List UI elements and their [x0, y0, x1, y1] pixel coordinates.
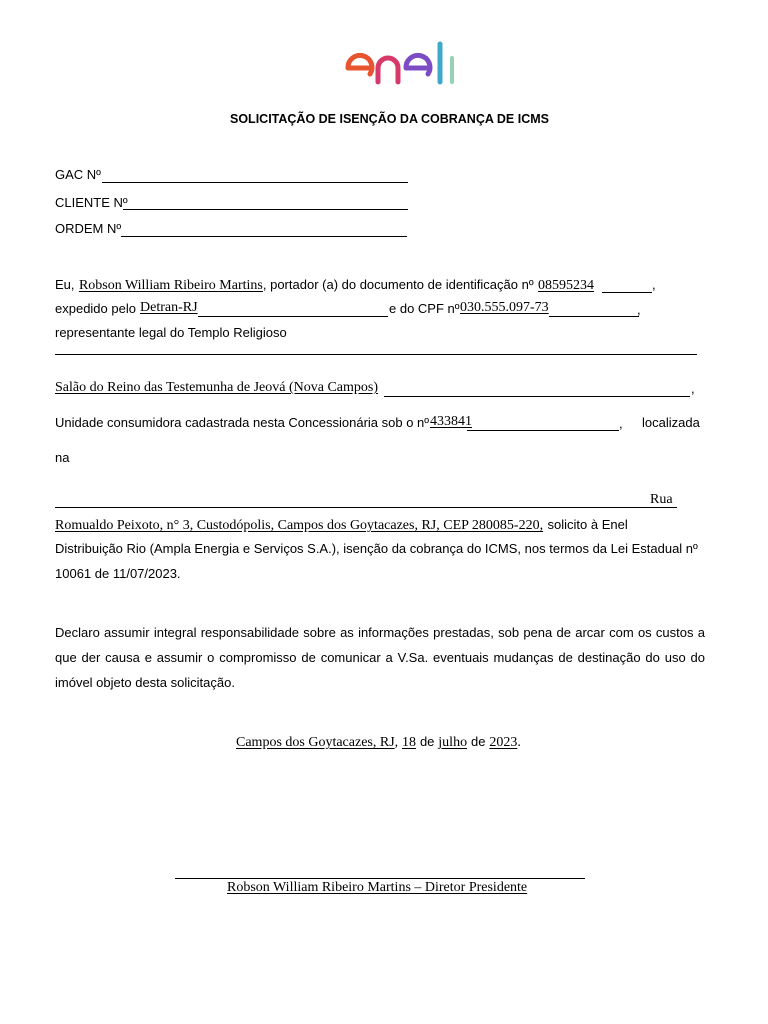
de-1: de [419, 734, 435, 749]
comma-1: , [652, 277, 656, 292]
comma-4: , [619, 416, 623, 431]
signature-line [175, 878, 585, 879]
document-number: 08595234 [538, 278, 595, 293]
solicito-text: solicito à Enel [547, 517, 628, 532]
place-date [236, 733, 521, 751]
na-text: na [55, 450, 70, 465]
de-2: de [470, 734, 486, 749]
declaration-line-1 [55, 276, 594, 294]
uc-line [467, 430, 619, 431]
unidade-text: Unidade consumidora cadastrada nesta Concessionária sob o nº [55, 415, 430, 430]
comma-3: , [691, 381, 695, 396]
distribuicao-text: Distribuição Rio (Ampla Energia e Serviços S.A.), isenção da cobrança do ICMS, nos termos da Lei Estadual nº [55, 541, 698, 556]
ordem-line [121, 236, 407, 237]
uc-number: 433841 [430, 414, 472, 429]
rua-text: Rua [650, 492, 673, 507]
eu-text: Eu, [55, 277, 75, 292]
lei-text: 10061 de 11/07/2023. [55, 566, 181, 581]
date-sep: , [394, 735, 399, 750]
document-title: SOLICITAÇÃO DE ISENÇÃO DA COBRANÇA DE ICMS [230, 112, 549, 126]
expedido-text: expedido pelo [55, 301, 136, 316]
gac-label: GAC Nº [55, 167, 101, 182]
temple-name: Salão do Reino das Testemunha de Jeová (Nova Campos) [55, 380, 379, 395]
temple-line [384, 396, 690, 397]
gac-line [102, 182, 408, 183]
localizada-text: localizada [642, 415, 700, 430]
address: Romualdo Peixoto, n° 3, Custodópolis, Campos dos Goytacazes, RJ, CEP 280085-220, [55, 518, 544, 533]
issuer: Detran-RJ [140, 300, 198, 315]
doc-number-line [602, 292, 652, 293]
cliente-line [123, 209, 408, 210]
year: 2023 [489, 735, 518, 750]
declaration-paragraph: Declaro assumir integral responsabilidade sobre as informações prestadas, sob pena de arcar com os custos a que der causa e assumir o compromisso de comunicar a V.Sa. eventuais mudanças de destinação do uso do imóvel objeto desta solicitação. [55, 625, 705, 690]
address-line [55, 507, 677, 508]
applicant-name: Robson William Ribeiro Martins [78, 278, 263, 293]
cpf-number: 030.555.097-73 [460, 300, 549, 315]
representante-line [55, 354, 697, 355]
portador-text: , portador (a) do documento de identificação nº [262, 277, 534, 292]
ordem-label: ORDEM Nº [55, 221, 122, 236]
comma-2: , [637, 302, 641, 317]
cliente-label: CLIENTE Nº [55, 195, 128, 210]
signature-name: Robson William Ribeiro Martins – Diretor Presidente [227, 880, 528, 895]
address-row [55, 516, 628, 534]
city: Campos dos Goytacazes, RJ [236, 735, 395, 750]
cpf-line [549, 316, 639, 317]
month: julho [438, 735, 468, 750]
date-end: . [517, 735, 521, 750]
enel-logo [344, 38, 468, 88]
day: 18 [402, 735, 417, 750]
issuer-line [198, 316, 388, 317]
representante-text: representante legal do Templo Religioso [55, 325, 287, 340]
cpf-label: e do CPF nº [389, 301, 460, 316]
